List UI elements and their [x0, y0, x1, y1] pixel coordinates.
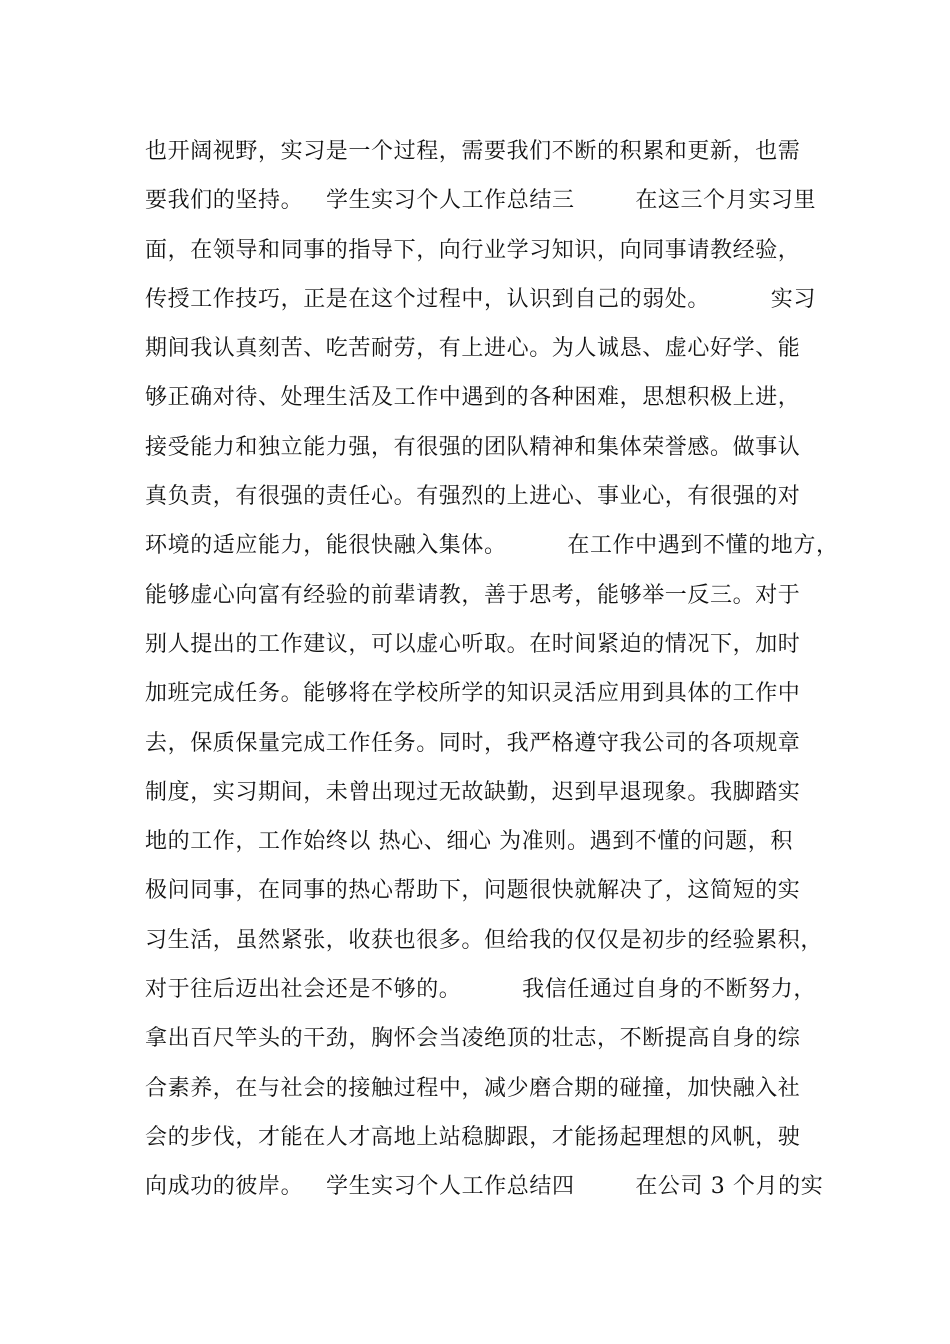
text-line: 习生活，虽然紧张，收获也很多。但给我的仅仅是初步的经验累积，	[145, 927, 824, 953]
text-line: 期间我认真刻苦、吃苦耐劳，有上进心。为人诚恳、虚心好学、能	[145, 336, 801, 362]
text-line: 拿出百尺竿头的干劲，胸怀会当凌绝顶的壮志，不断提高自身的综	[145, 1026, 801, 1052]
text-line: 环境的适应能力，能很快融入集体。 在工作中遇到不懂的地方，	[145, 533, 839, 559]
text-line: 真负责，有很强的责任心。有强烈的上进心、事业心，有很强的对	[145, 484, 801, 510]
text-line: 向成功的彼岸。 学生实习个人工作总结四 在公司 3 个月的实	[145, 1174, 824, 1200]
text-line: 传授工作技巧，正是在这个过程中，认识到自己的弱处。 实习	[145, 286, 816, 312]
text-line: 加班完成任务。能够将在学校所学的知识灵活应用到具体的工作中	[145, 681, 801, 707]
text-line: 去，保质保量完成工作任务。同时，我严格遵守我公司的各项规章	[145, 730, 801, 756]
text-line: 合素养，在与社会的接触过程中，减少磨合期的碰撞，加快融入社	[145, 1075, 801, 1101]
text-line: 别人提出的工作建议，可以虚心听取。在时间紧迫的情况下，加时	[145, 631, 801, 657]
text-line: 要我们的坚持。 学生实习个人工作总结三 在这三个月实习里	[145, 188, 817, 214]
text-line: 面，在领导和同事的指导下，向行业学习知识，向同事请教经验，	[145, 237, 801, 263]
text-line: 对于往后迈出社会还是不够的。 我信任通过自身的不断努力，	[145, 977, 816, 1003]
text-line: 地的工作，工作始终以 热心、细心 为准则。遇到不懂的问题，积	[145, 829, 793, 855]
text-line: 能够虚心向富有经验的前辈请教，善于思考，能够举一反三。对于	[145, 582, 801, 608]
text-line: 接受能力和独立能力强，有很强的团队精神和集体荣誉感。做事认	[145, 434, 801, 460]
text-line: 也开阔视野，实习是一个过程，需要我们不断的积累和更新，也需	[145, 139, 801, 164]
text-line: 够正确对待、处理生活及工作中遇到的各种困难，思想积极上进，	[145, 385, 801, 411]
text-line: 极问同事，在同事的热心帮助下，问题很快就解决了，这简短的实	[145, 878, 801, 904]
text-line: 制度，实习期间，未曾出现过无故缺勤，迟到早退现象。我脚踏实	[145, 779, 801, 805]
text-line: 会的步伐，才能在人才高地上站稳脚跟，才能扬起理想的风帆，驶	[145, 1124, 801, 1150]
body-text	[145, 132, 845, 1217]
